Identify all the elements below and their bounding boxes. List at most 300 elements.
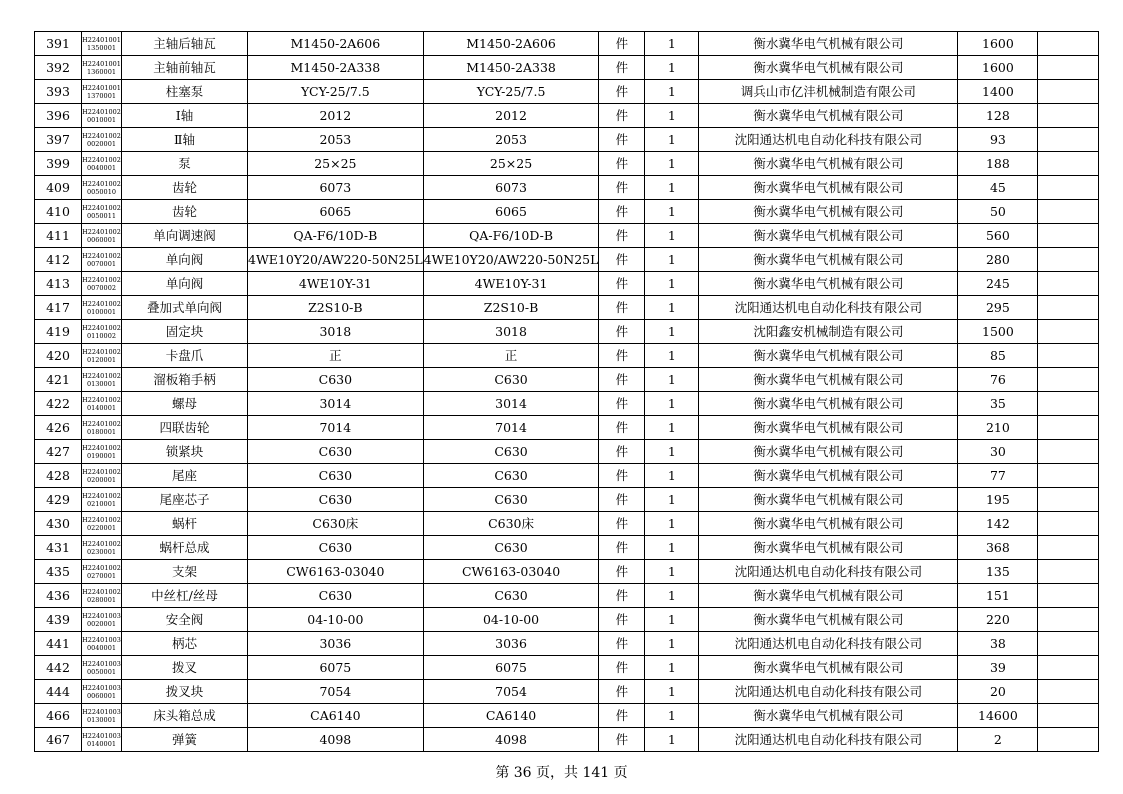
price-cell: 77 bbox=[958, 464, 1038, 488]
price-cell: 50 bbox=[958, 200, 1038, 224]
unit-cell: 件 bbox=[599, 632, 645, 656]
part-name-cell: 中丝杠/丝母 bbox=[122, 584, 248, 608]
supplier-cell: 衡水冀华电气机械有限公司 bbox=[699, 704, 958, 728]
model-cell: CW6163-03040 bbox=[423, 560, 599, 584]
table-row bbox=[35, 248, 1099, 272]
model-cell: 3014 bbox=[423, 392, 599, 416]
row-number-cell: 421 bbox=[35, 368, 82, 392]
remark-cell bbox=[1038, 32, 1099, 56]
price-cell: 188 bbox=[958, 152, 1038, 176]
quantity-cell: 1 bbox=[645, 248, 699, 272]
unit-cell: 件 bbox=[599, 32, 645, 56]
material-code-cell: H224010030130001 bbox=[82, 704, 122, 728]
table-row bbox=[35, 728, 1099, 752]
model-cell: CA6140 bbox=[423, 704, 599, 728]
table-row bbox=[35, 152, 1099, 176]
table-row bbox=[35, 224, 1099, 248]
material-code-cell: H224010020070001 bbox=[82, 248, 122, 272]
specification-cell: C630 bbox=[248, 584, 424, 608]
supplier-cell: 衡水冀华电气机械有限公司 bbox=[699, 248, 958, 272]
quantity-cell: 1 bbox=[645, 632, 699, 656]
quantity-cell: 1 bbox=[645, 224, 699, 248]
material-code-cell: H224010020050010 bbox=[82, 176, 122, 200]
remark-cell bbox=[1038, 368, 1099, 392]
remark-cell bbox=[1038, 224, 1099, 248]
unit-cell: 件 bbox=[599, 248, 645, 272]
part-name-cell: 柱塞泵 bbox=[122, 80, 248, 104]
part-name-cell: 叠加式单向阀 bbox=[122, 296, 248, 320]
part-name-cell: 单向阀 bbox=[122, 272, 248, 296]
table-row bbox=[35, 56, 1099, 80]
table-row bbox=[35, 416, 1099, 440]
supplier-cell: 沈阳通达机电自动化科技有限公司 bbox=[699, 632, 958, 656]
row-number-cell: 396 bbox=[35, 104, 82, 128]
remark-cell bbox=[1038, 560, 1099, 584]
unit-cell: 件 bbox=[599, 296, 645, 320]
model-cell: 7054 bbox=[423, 680, 599, 704]
unit-cell: 件 bbox=[599, 128, 645, 152]
material-code-cell: H224010030050001 bbox=[82, 656, 122, 680]
quantity-cell: 1 bbox=[645, 680, 699, 704]
table-row bbox=[35, 296, 1099, 320]
unit-cell: 件 bbox=[599, 536, 645, 560]
parts-table bbox=[34, 31, 1099, 752]
material-code-cell: H224010020070002 bbox=[82, 272, 122, 296]
specification-cell: M1450-2A338 bbox=[248, 56, 424, 80]
table-row bbox=[35, 464, 1099, 488]
price-cell: 20 bbox=[958, 680, 1038, 704]
unit-cell: 件 bbox=[599, 488, 645, 512]
supplier-cell: 衡水冀华电气机械有限公司 bbox=[699, 224, 958, 248]
part-name-cell: 弹簧 bbox=[122, 728, 248, 752]
supplier-cell: 衡水冀华电气机械有限公司 bbox=[699, 656, 958, 680]
unit-cell: 件 bbox=[599, 368, 645, 392]
quantity-cell: 1 bbox=[645, 704, 699, 728]
quantity-cell: 1 bbox=[645, 296, 699, 320]
material-code-cell: H224010020120001 bbox=[82, 344, 122, 368]
row-number-cell: 392 bbox=[35, 56, 82, 80]
remark-cell bbox=[1038, 728, 1099, 752]
remark-cell bbox=[1038, 392, 1099, 416]
supplier-cell: 衡水冀华电气机械有限公司 bbox=[699, 368, 958, 392]
row-number-cell: 413 bbox=[35, 272, 82, 296]
specification-cell: 25×25 bbox=[248, 152, 424, 176]
part-name-cell: 卡盘爪 bbox=[122, 344, 248, 368]
price-cell: 280 bbox=[958, 248, 1038, 272]
remark-cell bbox=[1038, 704, 1099, 728]
quantity-cell: 1 bbox=[645, 80, 699, 104]
price-cell: 39 bbox=[958, 656, 1038, 680]
quantity-cell: 1 bbox=[645, 536, 699, 560]
material-code-cell: H224010020100001 bbox=[82, 296, 122, 320]
row-number-cell: 420 bbox=[35, 344, 82, 368]
table-row bbox=[35, 584, 1099, 608]
model-cell: M1450-2A338 bbox=[423, 56, 599, 80]
unit-cell: 件 bbox=[599, 80, 645, 104]
price-cell: 142 bbox=[958, 512, 1038, 536]
unit-cell: 件 bbox=[599, 392, 645, 416]
specification-cell: 2053 bbox=[248, 128, 424, 152]
quantity-cell: 1 bbox=[645, 488, 699, 512]
remark-cell bbox=[1038, 80, 1099, 104]
unit-cell: 件 bbox=[599, 224, 645, 248]
specification-cell: C630 bbox=[248, 440, 424, 464]
price-cell: 2 bbox=[958, 728, 1038, 752]
model-cell: C630床 bbox=[423, 512, 599, 536]
part-name-cell: 主轴后轴瓦 bbox=[122, 32, 248, 56]
material-code-cell: H224010020130001 bbox=[82, 368, 122, 392]
supplier-cell: 沈阳鑫安机械制造有限公司 bbox=[699, 320, 958, 344]
price-cell: 210 bbox=[958, 416, 1038, 440]
part-name-cell: 床头箱总成 bbox=[122, 704, 248, 728]
supplier-cell: 衡水冀华电气机械有限公司 bbox=[699, 512, 958, 536]
price-cell: 1600 bbox=[958, 56, 1038, 80]
page-footer: 第 36 页，共 141 页 bbox=[495, 765, 628, 781]
supplier-cell: 沈阳通达机电自动化科技有限公司 bbox=[699, 728, 958, 752]
specification-cell: 7014 bbox=[248, 416, 424, 440]
material-code-cell: H224010020190001 bbox=[82, 440, 122, 464]
specification-cell: 4WE10Y20/AW220-50N25L bbox=[248, 248, 424, 272]
unit-cell: 件 bbox=[599, 344, 645, 368]
supplier-cell: 衡水冀华电气机械有限公司 bbox=[699, 416, 958, 440]
table-row bbox=[35, 704, 1099, 728]
table-row bbox=[35, 512, 1099, 536]
part-name-cell: 齿轮 bbox=[122, 176, 248, 200]
quantity-cell: 1 bbox=[645, 656, 699, 680]
table-row bbox=[35, 632, 1099, 656]
quantity-cell: 1 bbox=[645, 176, 699, 200]
model-cell: Z2S10-B bbox=[423, 296, 599, 320]
row-number-cell: 439 bbox=[35, 608, 82, 632]
model-cell: C630 bbox=[423, 440, 599, 464]
model-cell: 7014 bbox=[423, 416, 599, 440]
quantity-cell: 1 bbox=[645, 128, 699, 152]
supplier-cell: 衡水冀华电气机械有限公司 bbox=[699, 200, 958, 224]
table-row bbox=[35, 488, 1099, 512]
unit-cell: 件 bbox=[599, 560, 645, 584]
part-name-cell: 蜗杆 bbox=[122, 512, 248, 536]
part-name-cell: 四联齿轮 bbox=[122, 416, 248, 440]
part-name-cell: 柄芯 bbox=[122, 632, 248, 656]
price-cell: 1500 bbox=[958, 320, 1038, 344]
price-cell: 38 bbox=[958, 632, 1038, 656]
row-number-cell: 431 bbox=[35, 536, 82, 560]
specification-cell: 6073 bbox=[248, 176, 424, 200]
quantity-cell: 1 bbox=[645, 464, 699, 488]
price-cell: 245 bbox=[958, 272, 1038, 296]
specification-cell: 6065 bbox=[248, 200, 424, 224]
price-cell: 76 bbox=[958, 368, 1038, 392]
row-number-cell: 422 bbox=[35, 392, 82, 416]
price-cell: 85 bbox=[958, 344, 1038, 368]
row-number-cell: 442 bbox=[35, 656, 82, 680]
unit-cell: 件 bbox=[599, 104, 645, 128]
model-cell: 3036 bbox=[423, 632, 599, 656]
quantity-cell: 1 bbox=[645, 560, 699, 584]
specification-cell: C630 bbox=[248, 536, 424, 560]
material-code-cell: H224010011360001 bbox=[82, 56, 122, 80]
supplier-cell: 衡水冀华电气机械有限公司 bbox=[699, 464, 958, 488]
remark-cell bbox=[1038, 536, 1099, 560]
specification-cell: 3018 bbox=[248, 320, 424, 344]
specification-cell: Z2S10-B bbox=[248, 296, 424, 320]
price-cell: 220 bbox=[958, 608, 1038, 632]
row-number-cell: 467 bbox=[35, 728, 82, 752]
unit-cell: 件 bbox=[599, 176, 645, 200]
table-row bbox=[35, 200, 1099, 224]
row-number-cell: 410 bbox=[35, 200, 82, 224]
remark-cell bbox=[1038, 200, 1099, 224]
price-cell: 93 bbox=[958, 128, 1038, 152]
unit-cell: 件 bbox=[599, 416, 645, 440]
part-name-cell: 拨叉 bbox=[122, 656, 248, 680]
table-row bbox=[35, 128, 1099, 152]
unit-cell: 件 bbox=[599, 680, 645, 704]
row-number-cell: 444 bbox=[35, 680, 82, 704]
model-cell: 6065 bbox=[423, 200, 599, 224]
remark-cell bbox=[1038, 656, 1099, 680]
supplier-cell: 沈阳通达机电自动化科技有限公司 bbox=[699, 296, 958, 320]
table-row bbox=[35, 272, 1099, 296]
price-cell: 151 bbox=[958, 584, 1038, 608]
supplier-cell: 衡水冀华电气机械有限公司 bbox=[699, 536, 958, 560]
supplier-cell: 衡水冀华电气机械有限公司 bbox=[699, 104, 958, 128]
price-cell: 295 bbox=[958, 296, 1038, 320]
remark-cell bbox=[1038, 104, 1099, 128]
price-cell: 30 bbox=[958, 440, 1038, 464]
row-number-cell: 466 bbox=[35, 704, 82, 728]
specification-cell: 4WE10Y-31 bbox=[248, 272, 424, 296]
model-cell: C630 bbox=[423, 536, 599, 560]
material-code-cell: H224010030060001 bbox=[82, 680, 122, 704]
model-cell: 4WE10Y20/AW220-50N25L bbox=[423, 248, 599, 272]
material-code-cell: H224010030040001 bbox=[82, 632, 122, 656]
row-number-cell: 417 bbox=[35, 296, 82, 320]
material-code-cell: H224010020210001 bbox=[82, 488, 122, 512]
model-cell: QA-F6/10D-B bbox=[423, 224, 599, 248]
table-row bbox=[35, 176, 1099, 200]
model-cell: C630 bbox=[423, 488, 599, 512]
remark-cell bbox=[1038, 152, 1099, 176]
remark-cell bbox=[1038, 176, 1099, 200]
part-name-cell: 支架 bbox=[122, 560, 248, 584]
unit-cell: 件 bbox=[599, 440, 645, 464]
model-cell: 4WE10Y-31 bbox=[423, 272, 599, 296]
specification-cell: C630床 bbox=[248, 512, 424, 536]
specification-cell: 6075 bbox=[248, 656, 424, 680]
supplier-cell: 沈阳通达机电自动化科技有限公司 bbox=[699, 680, 958, 704]
part-name-cell: 溜板箱手柄 bbox=[122, 368, 248, 392]
row-number-cell: 436 bbox=[35, 584, 82, 608]
model-cell: 6073 bbox=[423, 176, 599, 200]
model-cell: C630 bbox=[423, 368, 599, 392]
row-number-cell: 419 bbox=[35, 320, 82, 344]
quantity-cell: 1 bbox=[645, 344, 699, 368]
specification-cell: 7054 bbox=[248, 680, 424, 704]
remark-cell bbox=[1038, 584, 1099, 608]
supplier-cell: 衡水冀华电气机械有限公司 bbox=[699, 176, 958, 200]
remark-cell bbox=[1038, 632, 1099, 656]
unit-cell: 件 bbox=[599, 704, 645, 728]
specification-cell: M1450-2A606 bbox=[248, 32, 424, 56]
specification-cell: CW6163-03040 bbox=[248, 560, 424, 584]
quantity-cell: 1 bbox=[645, 512, 699, 536]
material-code-cell: H224010020280001 bbox=[82, 584, 122, 608]
quantity-cell: 1 bbox=[645, 56, 699, 80]
price-cell: 560 bbox=[958, 224, 1038, 248]
remark-cell bbox=[1038, 464, 1099, 488]
specification-cell: YCY-25/7.5 bbox=[248, 80, 424, 104]
remark-cell bbox=[1038, 296, 1099, 320]
row-number-cell: 426 bbox=[35, 416, 82, 440]
row-number-cell: 397 bbox=[35, 128, 82, 152]
supplier-cell: 衡水冀华电气机械有限公司 bbox=[699, 56, 958, 80]
row-number-cell: 428 bbox=[35, 464, 82, 488]
remark-cell bbox=[1038, 608, 1099, 632]
row-number-cell: 441 bbox=[35, 632, 82, 656]
supplier-cell: 衡水冀华电气机械有限公司 bbox=[699, 392, 958, 416]
specification-cell: C630 bbox=[248, 368, 424, 392]
material-code-cell: H224010020060001 bbox=[82, 224, 122, 248]
specification-cell: C630 bbox=[248, 488, 424, 512]
quantity-cell: 1 bbox=[645, 320, 699, 344]
model-cell: C630 bbox=[423, 464, 599, 488]
model-cell: 4098 bbox=[423, 728, 599, 752]
specification-cell: 3014 bbox=[248, 392, 424, 416]
model-cell: 25×25 bbox=[423, 152, 599, 176]
row-number-cell: 399 bbox=[35, 152, 82, 176]
row-number-cell: 391 bbox=[35, 32, 82, 56]
remark-cell bbox=[1038, 344, 1099, 368]
remark-cell bbox=[1038, 416, 1099, 440]
material-code-cell: H224010020050011 bbox=[82, 200, 122, 224]
table-row bbox=[35, 560, 1099, 584]
price-cell: 368 bbox=[958, 536, 1038, 560]
part-name-cell: Ⅰ轴 bbox=[122, 104, 248, 128]
remark-cell bbox=[1038, 272, 1099, 296]
price-cell: 135 bbox=[958, 560, 1038, 584]
material-code-cell: H224010020020001 bbox=[82, 128, 122, 152]
unit-cell: 件 bbox=[599, 320, 645, 344]
material-code-cell: H224010020220001 bbox=[82, 512, 122, 536]
table-row bbox=[35, 680, 1099, 704]
unit-cell: 件 bbox=[599, 728, 645, 752]
material-code-cell: H224010011370001 bbox=[82, 80, 122, 104]
supplier-cell: 衡水冀华电气机械有限公司 bbox=[699, 272, 958, 296]
part-name-cell: 尾座芯子 bbox=[122, 488, 248, 512]
row-number-cell: 435 bbox=[35, 560, 82, 584]
row-number-cell: 430 bbox=[35, 512, 82, 536]
supplier-cell: 衡水冀华电气机械有限公司 bbox=[699, 152, 958, 176]
specification-cell: CA6140 bbox=[248, 704, 424, 728]
row-number-cell: 409 bbox=[35, 176, 82, 200]
unit-cell: 件 bbox=[599, 656, 645, 680]
part-name-cell: 蜗杆总成 bbox=[122, 536, 248, 560]
remark-cell bbox=[1038, 512, 1099, 536]
specification-cell: 正 bbox=[248, 344, 424, 368]
remark-cell bbox=[1038, 56, 1099, 80]
part-name-cell: Ⅱ轴 bbox=[122, 128, 248, 152]
table-row bbox=[35, 440, 1099, 464]
quantity-cell: 1 bbox=[645, 152, 699, 176]
part-name-cell: 安全阀 bbox=[122, 608, 248, 632]
price-cell: 195 bbox=[958, 488, 1038, 512]
material-code-cell: H224010020040001 bbox=[82, 152, 122, 176]
material-code-cell: H224010030020001 bbox=[82, 608, 122, 632]
material-code-cell: H224010020010001 bbox=[82, 104, 122, 128]
price-cell: 14600 bbox=[958, 704, 1038, 728]
remark-cell bbox=[1038, 488, 1099, 512]
material-code-cell: H224010030140001 bbox=[82, 728, 122, 752]
material-code-cell: H224010020180001 bbox=[82, 416, 122, 440]
table-row bbox=[35, 656, 1099, 680]
table-row bbox=[35, 104, 1099, 128]
material-code-cell: H224010020230001 bbox=[82, 536, 122, 560]
remark-cell bbox=[1038, 680, 1099, 704]
part-name-cell: 螺母 bbox=[122, 392, 248, 416]
supplier-cell: 衡水冀华电气机械有限公司 bbox=[699, 584, 958, 608]
remark-cell bbox=[1038, 128, 1099, 152]
quantity-cell: 1 bbox=[645, 104, 699, 128]
table-row bbox=[35, 608, 1099, 632]
supplier-cell: 衡水冀华电气机械有限公司 bbox=[699, 344, 958, 368]
model-cell: 正 bbox=[423, 344, 599, 368]
quantity-cell: 1 bbox=[645, 440, 699, 464]
quantity-cell: 1 bbox=[645, 32, 699, 56]
remark-cell bbox=[1038, 320, 1099, 344]
quantity-cell: 1 bbox=[645, 416, 699, 440]
row-number-cell: 429 bbox=[35, 488, 82, 512]
remark-cell bbox=[1038, 440, 1099, 464]
material-code-cell: H224010020110002 bbox=[82, 320, 122, 344]
material-code-cell: H224010020140001 bbox=[82, 392, 122, 416]
model-cell: YCY-25/7.5 bbox=[423, 80, 599, 104]
quantity-cell: 1 bbox=[645, 368, 699, 392]
part-name-cell: 锁紧块 bbox=[122, 440, 248, 464]
unit-cell: 件 bbox=[599, 608, 645, 632]
supplier-cell: 调兵山市亿沣机械制造有限公司 bbox=[699, 80, 958, 104]
price-cell: 45 bbox=[958, 176, 1038, 200]
price-cell: 128 bbox=[958, 104, 1038, 128]
model-cell: 6075 bbox=[423, 656, 599, 680]
row-number-cell: 411 bbox=[35, 224, 82, 248]
price-cell: 1400 bbox=[958, 80, 1038, 104]
material-code-cell: H224010011350001 bbox=[82, 32, 122, 56]
specification-cell: C630 bbox=[248, 464, 424, 488]
unit-cell: 件 bbox=[599, 56, 645, 80]
part-name-cell: 齿轮 bbox=[122, 200, 248, 224]
quantity-cell: 1 bbox=[645, 200, 699, 224]
unit-cell: 件 bbox=[599, 512, 645, 536]
table-row bbox=[35, 320, 1099, 344]
supplier-cell: 沈阳通达机电自动化科技有限公司 bbox=[699, 128, 958, 152]
table-row bbox=[35, 344, 1099, 368]
supplier-cell: 沈阳通达机电自动化科技有限公司 bbox=[699, 560, 958, 584]
model-cell: 2053 bbox=[423, 128, 599, 152]
quantity-cell: 1 bbox=[645, 728, 699, 752]
model-cell: M1450-2A606 bbox=[423, 32, 599, 56]
table-row bbox=[35, 392, 1099, 416]
unit-cell: 件 bbox=[599, 584, 645, 608]
specification-cell: 3036 bbox=[248, 632, 424, 656]
model-cell: 04-10-00 bbox=[423, 608, 599, 632]
specification-cell: 4098 bbox=[248, 728, 424, 752]
part-name-cell: 拨叉块 bbox=[122, 680, 248, 704]
quantity-cell: 1 bbox=[645, 584, 699, 608]
remark-cell bbox=[1038, 248, 1099, 272]
model-cell: 3018 bbox=[423, 320, 599, 344]
part-name-cell: 单向调速阀 bbox=[122, 224, 248, 248]
